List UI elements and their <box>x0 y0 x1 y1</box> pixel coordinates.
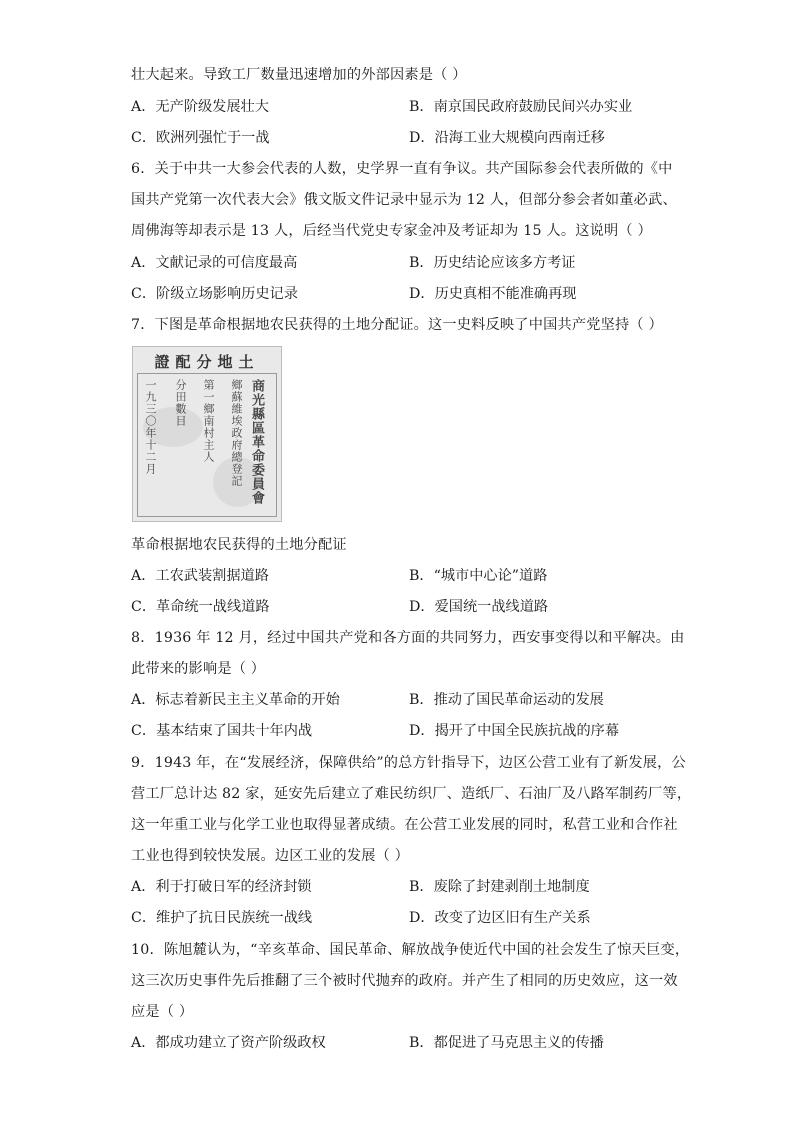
certificate-column: 分田數目 <box>174 379 187 427</box>
q9-option-d[interactable]: D．改变了边区旧有生产关系 <box>409 910 591 926</box>
certificate-column: 第一鄉南村主人 <box>202 379 215 463</box>
certificate-column: 一九三〇年十二月 <box>144 379 157 475</box>
q9-stem-line-1: 9．1943 年，在“发展经济，保障供给”的总方针指导下，边区公营工业有了新发展，公 <box>131 755 686 771</box>
q8-option-a[interactable]: A．标志着新民主主义革命的开始 <box>131 692 340 708</box>
q10-stem-line-2: 这三次历史事件先后推翻了三个被时代抛弃的政府。并产生了相同的历史效应，这一效 <box>131 973 678 989</box>
figure-caption: 革命根据地农民获得的土地分配证 <box>131 537 347 553</box>
q6-stem-line-2: 国共产党第一次代表大会》俄文版文件记录中显示为 12 人，但部分参会者如董必武、 <box>131 192 677 208</box>
q7-stem: 7．下图是革命根据地农民获得的土地分配证。这一史料反映了中国共产党坚持（ ） <box>131 317 663 333</box>
q7-option-d[interactable]: D．爱国统一战线道路 <box>409 599 549 615</box>
q6-option-a[interactable]: A．文献记录的可信度最高 <box>131 255 298 271</box>
q9-stem-line-2: 营工厂总计达 82 家，延安先后建立了难民纺织厂、造纸厂、石油厂及八路军制药厂等， <box>131 786 692 802</box>
q5-option-b[interactable]: B．南京国民政府鼓励民间兴办实业 <box>409 99 633 115</box>
q10-stem-line-3: 应是（ ） <box>131 1004 194 1020</box>
certificate-header: 證配分地土 <box>154 353 260 371</box>
q6-stem-line-1: 6．关于中共一大参会代表的人数，史学界一直有争议。共产国际参会代表所做的《中 <box>131 161 673 177</box>
q8-option-b[interactable]: B．推动了国民革命运动的发展 <box>409 692 604 708</box>
q6-option-c[interactable]: C．阶级立场影响历史记录 <box>131 286 298 302</box>
certificate-column: 商光縣區革命委員會 <box>249 379 264 505</box>
q6-option-d[interactable]: D．历史真相不能准确再现 <box>409 286 577 302</box>
q9-option-b[interactable]: B．废除了封建剥削土地制度 <box>409 879 590 895</box>
q8-option-d[interactable]: D．揭开了中国全民族抗战的序幕 <box>409 723 620 739</box>
q9-option-a[interactable]: A．利于打破日军的经济封锁 <box>131 879 312 895</box>
q9-option-c[interactable]: C．维护了抗日民族统一战线 <box>131 910 313 926</box>
q5-option-d[interactable]: D．沿海工业大规模向西南迁移 <box>409 130 605 146</box>
q9-stem-line-3: 这一年重工业与化学工业也取得显著成绩。在公营工业发展的同时，私营工业和合作社 <box>131 817 678 833</box>
q5-option-a[interactable]: A．无产阶级发展壮大 <box>131 99 269 115</box>
q6-stem-line-3: 周佛海等却表示是 13 人，后经当代党史专家金冲及考证却为 15 人。这说明（ ） <box>131 223 652 239</box>
q10-option-a[interactable]: A．都成功建立了资产阶级政权 <box>131 1035 326 1051</box>
q6-option-b[interactable]: B．历史结论应该多方考证 <box>409 255 576 271</box>
q8-stem-line-2: 此带来的影响是（ ） <box>131 661 266 677</box>
q10-stem-line-1: 10．陈旭麓认为，“辛亥革命、国民革命、解放战争使近代中国的社会发生了惊天巨变， <box>131 942 690 958</box>
certificate-column: 鄉蘇維埃政府總登記 <box>230 379 243 487</box>
q9-stem-line-4: 工业也得到较快发展。边区工业的发展（ ） <box>131 848 410 864</box>
q5-stem: 壮大起来。导致工厂数量迅速增加的外部因素是（ ） <box>131 67 467 83</box>
q7-option-b[interactable]: B．“城市中心论”道路 <box>409 568 548 584</box>
q7-option-a[interactable]: A．工农武装割据道路 <box>131 568 269 584</box>
q7-option-c[interactable]: C．革命统一战线道路 <box>131 599 270 615</box>
q10-option-b[interactable]: B．都促进了马克思主义的传播 <box>409 1035 604 1051</box>
q5-option-c[interactable]: C．欧洲列强忙于一战 <box>131 130 270 146</box>
q8-option-c[interactable]: C．基本结束了国共十年内战 <box>131 723 313 739</box>
q8-stem-line-1: 8．1936 年 12 月，经过中国共产党和各方面的共同努力，西安事变得以和平解决。由 <box>131 630 685 646</box>
land-certificate-image <box>132 346 282 522</box>
